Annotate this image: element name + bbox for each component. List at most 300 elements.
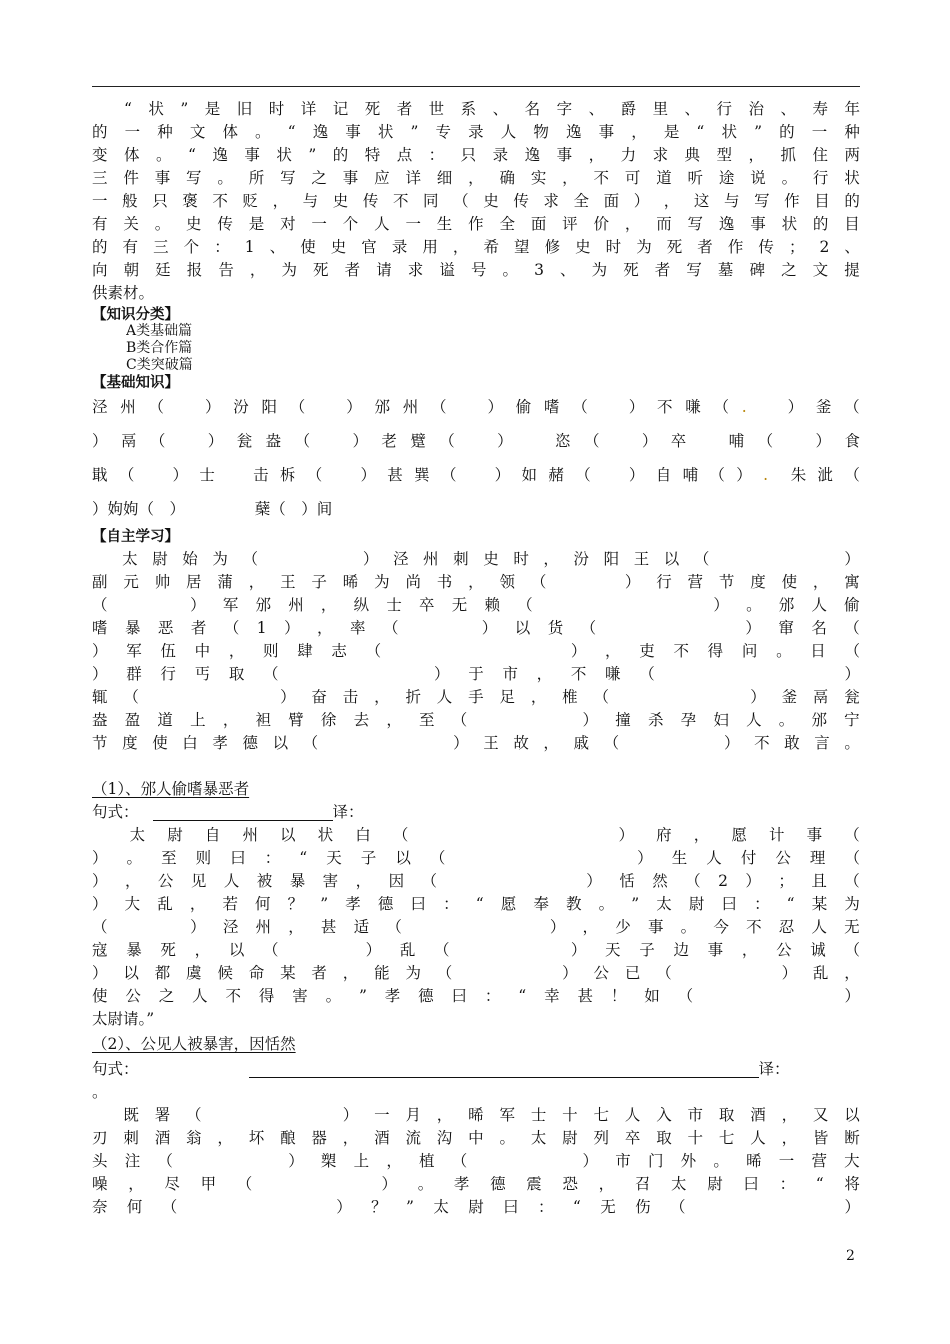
- glyph: 子: [360, 849, 377, 867]
- glyph: 不: [673, 642, 689, 660]
- glyph: 若: [222, 895, 238, 913]
- glyph: 死: [623, 261, 639, 279]
- intro-line: [92, 259, 860, 281]
- glyph: 刺: [123, 1129, 139, 1147]
- intro-line: [92, 236, 860, 258]
- glyph: ）: [352, 432, 368, 450]
- glyph: ，: [249, 261, 266, 279]
- glyph: 体: [123, 146, 140, 164]
- glyph: 事: [342, 169, 359, 187]
- glyph: 人: [624, 1106, 641, 1124]
- glyph: 者: [654, 261, 671, 279]
- glyph: ？: [287, 895, 304, 913]
- glyph: ，: [741, 941, 758, 959]
- glyph: 以: [228, 941, 245, 959]
- glyph: 型: [716, 146, 733, 164]
- glyph: （: [669, 1198, 686, 1216]
- glyph: ：: [754, 895, 770, 913]
- glyph: 某: [811, 895, 828, 913]
- glyph: ）: [844, 665, 860, 683]
- glyph: 2: [819, 238, 830, 256]
- glyph: （: [92, 918, 108, 936]
- glyph: 足: [499, 688, 515, 706]
- glyph: 可: [624, 169, 641, 187]
- glyph: 臂: [288, 711, 304, 729]
- glyph: ）: [624, 573, 641, 591]
- glyph: 泚: [817, 466, 834, 484]
- glyph: 吏: [639, 642, 655, 660]
- glyph: （: [844, 872, 860, 890]
- glyph: 柝: [279, 466, 296, 484]
- glyph: [273, 548, 289, 570]
- glyph: 尉: [468, 1198, 484, 1216]
- text-line: [92, 732, 860, 754]
- glyph: ”: [410, 123, 419, 141]
- glyph: [499, 962, 515, 984]
- glyph: 哺: [728, 432, 745, 450]
- glyph: 少: [615, 918, 631, 936]
- glyph: [583, 594, 599, 616]
- glyph: [581, 824, 597, 846]
- glyph: 大: [124, 895, 141, 913]
- glyph: 行: [716, 100, 733, 118]
- glyph: ）: [481, 619, 498, 637]
- glyph: ，: [317, 619, 333, 637]
- glyph: 朝: [123, 261, 140, 279]
- glyph: ）: [360, 466, 376, 484]
- glyph: ）: [346, 398, 362, 416]
- glyph: 行: [656, 573, 672, 591]
- glyph: 作: [784, 192, 800, 210]
- glyph: 途: [718, 169, 735, 187]
- glyph: ，: [272, 192, 289, 210]
- glyph: [719, 962, 735, 984]
- glyph: 击: [253, 466, 269, 484]
- glyph: 道: [157, 711, 173, 729]
- glyph: （: [186, 1106, 202, 1124]
- glyph: 取: [228, 665, 245, 683]
- glyph: 军: [499, 1106, 515, 1124]
- glyph: （: [431, 398, 447, 416]
- glyph: 件: [123, 169, 139, 187]
- glyph: 州: [255, 918, 272, 936]
- glyph: 个: [342, 215, 359, 233]
- glyph: ，: [194, 941, 211, 959]
- glyph: 作: [727, 238, 744, 256]
- glyph: ）: [284, 619, 300, 637]
- glyph: [324, 430, 340, 452]
- glyph: 对: [280, 215, 296, 233]
- sentence-pattern-blank[interactable]: [249, 1061, 759, 1078]
- glyph: ）: [92, 432, 108, 450]
- glyph: 愿: [731, 826, 747, 844]
- glyph: 皆: [812, 1129, 829, 1147]
- glyph: 大: [844, 1152, 860, 1170]
- glyph: （: [844, 849, 860, 867]
- glyph: [711, 985, 727, 1007]
- glyph: [249, 1104, 265, 1126]
- glyph: （: [421, 872, 438, 890]
- glyph: （: [453, 192, 469, 210]
- glyph: 上: [190, 711, 206, 729]
- glyph: 卒: [419, 596, 435, 614]
- glyph: 不: [225, 987, 242, 1005]
- glyph: 害: [322, 872, 339, 890]
- glyph: 一: [811, 123, 828, 141]
- glyph: 时: [268, 100, 285, 118]
- glyph: 元: [123, 573, 139, 591]
- glyph: 则: [195, 849, 212, 867]
- glyph: [419, 916, 435, 938]
- glyph: ，: [320, 596, 337, 614]
- glyph: ，: [663, 192, 680, 210]
- glyph: [452, 916, 468, 938]
- glyph: 得: [258, 987, 275, 1005]
- glyph: 。: [325, 987, 342, 1005]
- glyph: 孝: [453, 1175, 470, 1193]
- text-line: [92, 571, 860, 593]
- glyph: 应: [374, 169, 390, 187]
- glyph: 盈: [124, 711, 141, 729]
- glyph: 住: [812, 146, 828, 164]
- glyph: 得: [707, 642, 724, 660]
- glyph: 孝: [384, 987, 401, 1005]
- glyph: [537, 939, 553, 961]
- glyph: 生: [671, 849, 688, 867]
- glyph: 肆: [297, 642, 313, 660]
- glyph: 因: [388, 872, 405, 890]
- glyph: 说: [750, 169, 766, 187]
- glyph: 详: [405, 169, 421, 187]
- glyph: 邠: [811, 711, 827, 729]
- glyph: 般: [122, 192, 138, 210]
- text-line: [92, 847, 860, 869]
- glyph: 尚: [405, 573, 421, 591]
- glyph: 生: [436, 215, 453, 233]
- glyph: 今: [713, 918, 729, 936]
- glyph: （: [693, 550, 710, 568]
- glyph: 汾: [573, 550, 590, 568]
- glyph: 人: [706, 849, 722, 867]
- text-line: [92, 640, 860, 662]
- glyph: （: [242, 550, 258, 568]
- glyph: 邠: [255, 596, 272, 614]
- text-line: [92, 1150, 860, 1172]
- glyph: 尉: [562, 1129, 578, 1147]
- glyph: 文: [812, 261, 829, 279]
- glyph: 人: [750, 1129, 766, 1147]
- glyph: 、: [492, 100, 509, 118]
- glyph: 。: [776, 642, 792, 660]
- glyph: [301, 1196, 317, 1218]
- glyph: 写: [754, 192, 770, 210]
- glyph: 孕: [680, 711, 697, 729]
- glyph: （: [434, 941, 450, 959]
- glyph: 事: [244, 146, 260, 164]
- glyph: 世: [428, 100, 445, 118]
- glyph: [499, 847, 515, 869]
- glyph: [615, 594, 631, 616]
- glyph: 太: [656, 895, 672, 913]
- glyph: 求: [543, 192, 559, 210]
- glyph: [179, 430, 195, 452]
- glyph: 体: [222, 123, 238, 141]
- glyph: ，: [386, 711, 402, 729]
- glyph: ）: [172, 466, 189, 484]
- glyph: [562, 571, 578, 593]
- glyph: 望: [514, 238, 530, 256]
- glyph: [226, 464, 242, 486]
- glyph: （: [439, 432, 455, 450]
- glyph: [688, 686, 704, 708]
- glyph: 军: [126, 642, 142, 660]
- glyph: 沟: [436, 1129, 453, 1147]
- glyph: 天: [326, 849, 342, 867]
- glyph: 者: [697, 238, 713, 256]
- glyph: 虞: [186, 964, 202, 982]
- glyph: 阳: [603, 550, 620, 568]
- glyph: 州: [120, 398, 136, 416]
- glyph: 恶: [157, 619, 174, 637]
- glyph: 字: [556, 100, 573, 118]
- glyph: 求: [652, 146, 669, 164]
- text-line: [92, 686, 860, 708]
- glyph: 士: [530, 1106, 547, 1124]
- glyph: 种: [157, 123, 173, 141]
- glyph: （: [161, 1198, 178, 1216]
- glyph: 军: [222, 596, 239, 614]
- glyph: 泾: [92, 398, 108, 416]
- glyph: 领: [499, 573, 515, 591]
- glyph: 嗛: [685, 398, 701, 416]
- glyph: 赖: [484, 596, 500, 614]
- glyph: （: [263, 665, 279, 683]
- glyph: 始: [182, 550, 198, 568]
- glyph: 曰: [503, 1198, 519, 1216]
- glyph: 噪: [92, 1175, 108, 1193]
- glyph: 一: [405, 215, 421, 233]
- glyph: [550, 594, 566, 616]
- glyph: 头: [92, 1152, 108, 1170]
- glyph: 状: [148, 100, 164, 118]
- basic-line: [92, 430, 860, 452]
- glyph: （: [382, 619, 399, 637]
- glyph: ，: [217, 1129, 233, 1147]
- glyph: ：: [214, 238, 230, 256]
- glyph: 伤: [635, 1198, 651, 1216]
- glyph: 宁: [844, 711, 860, 729]
- glyph: （: [289, 398, 306, 416]
- glyph: ）: [92, 895, 108, 913]
- glyph: （: [575, 466, 591, 484]
- glyph: （: [583, 432, 600, 450]
- glyph: 同: [423, 192, 439, 210]
- glyph: [331, 939, 347, 961]
- glyph: 人: [746, 711, 762, 729]
- glyph: [400, 640, 416, 662]
- glyph: ，: [693, 826, 710, 844]
- glyph: [487, 870, 503, 892]
- glyph: 以: [280, 826, 296, 844]
- glyph: 折: [405, 688, 421, 706]
- glyph: [468, 824, 484, 846]
- glyph: 言: [814, 734, 830, 752]
- sentence-pattern-blank[interactable]: [153, 804, 333, 821]
- glyph: 鬲: [120, 432, 137, 450]
- glyph: 使: [300, 238, 316, 256]
- glyph: 某: [280, 964, 296, 982]
- glyph: 白: [182, 734, 198, 752]
- glyph: 写: [186, 169, 202, 187]
- glyph: 道: [656, 169, 672, 187]
- glyph: 官: [361, 238, 377, 256]
- glyph: 为: [374, 573, 390, 591]
- glyph: ）: [92, 872, 108, 890]
- glyph: 杀: [647, 711, 664, 729]
- glyph: 为: [281, 261, 297, 279]
- glyph: 人: [374, 215, 390, 233]
- glyph: [700, 430, 716, 452]
- glyph: 府: [656, 826, 672, 844]
- glyph: 、: [684, 100, 701, 118]
- glyph: ）: [207, 432, 224, 450]
- glyph: [502, 640, 518, 662]
- glyph: 。: [680, 918, 697, 936]
- glyph: 价: [593, 215, 610, 233]
- glyph: ）: [815, 432, 831, 450]
- text-line: 太尉请。”: [92, 1010, 155, 1028]
- glyph: 州: [402, 398, 419, 416]
- glyph: 州: [242, 826, 258, 844]
- glyph: ）: [190, 918, 206, 936]
- question-1-label: （1）、邠人偷嗜暴恶者: [92, 780, 250, 798]
- glyph: 去: [353, 711, 370, 729]
- text-line: [92, 870, 860, 892]
- glyph: [759, 396, 775, 418]
- glyph: 王: [633, 550, 650, 568]
- glyph: 这: [693, 192, 710, 210]
- glyph: 以: [395, 849, 411, 867]
- glyph: 。: [598, 895, 615, 913]
- header-rule: [92, 86, 860, 87]
- glyph: （: [844, 642, 860, 660]
- glyph: ，: [536, 665, 553, 683]
- glyph: 记: [332, 100, 349, 118]
- glyph: 文: [189, 123, 206, 141]
- glyph: [434, 640, 450, 662]
- glyph: 者: [396, 100, 413, 118]
- glyph: （: [263, 941, 279, 959]
- glyph: ，: [562, 169, 578, 187]
- glyph: ；: [778, 872, 794, 890]
- glyph: （: [580, 619, 597, 637]
- glyph: 寓: [844, 573, 860, 591]
- glyph: 为: [636, 238, 652, 256]
- glyph: 盎: [265, 432, 282, 450]
- glyph: ，: [605, 642, 621, 660]
- text-line: [92, 939, 860, 961]
- glyph: [366, 663, 382, 685]
- glyph: （: [436, 964, 453, 982]
- glyph: [197, 1196, 213, 1218]
- glyph: 年: [844, 100, 860, 118]
- glyph: 节: [92, 734, 108, 752]
- glyph: 一: [311, 215, 327, 233]
- glyph: ）: [365, 941, 382, 959]
- glyph: ）: [92, 665, 108, 683]
- glyph: 刃: [92, 1129, 108, 1147]
- glyph: ，: [468, 573, 484, 591]
- glyph: （: [92, 596, 108, 614]
- glyph: 。: [217, 169, 233, 187]
- glyph: [484, 709, 500, 731]
- glyph: （: [677, 987, 694, 1005]
- glyph: [603, 847, 619, 869]
- glyph: 邠: [778, 596, 795, 614]
- glyph: 之: [311, 169, 327, 187]
- glyph: 泾: [392, 550, 409, 568]
- question-2-label: （2）、公见人被暴害，因恬然: [92, 1035, 296, 1053]
- glyph: 详: [300, 100, 317, 118]
- glyph: 太: [530, 1129, 547, 1147]
- glyph: 公: [776, 941, 792, 959]
- glyph: ：: [484, 987, 501, 1005]
- glyph: ）: [205, 398, 221, 416]
- glyph: 太: [129, 826, 146, 844]
- glyph: 事: [750, 215, 766, 233]
- glyph: （: [451, 711, 468, 729]
- glyph: （: [713, 398, 730, 416]
- glyph: ，: [436, 1106, 453, 1124]
- glyph: [506, 824, 522, 846]
- glyph: 泾: [222, 918, 239, 936]
- glyph: 特: [364, 146, 381, 164]
- glyph: [92, 824, 108, 846]
- glyph: [537, 640, 553, 662]
- text-line: [92, 916, 860, 938]
- glyph: 是: [663, 123, 680, 141]
- glyph: 事: [556, 146, 573, 164]
- glyph: 辄: [92, 688, 108, 706]
- glyph: 提: [844, 261, 860, 279]
- glyph: 号: [470, 261, 487, 279]
- category-b: B类合作篇: [126, 340, 193, 356]
- glyph: 关: [123, 215, 139, 233]
- glyph: 戢: [92, 466, 108, 484]
- glyph: 植: [419, 1152, 435, 1170]
- glyph: ：: [428, 146, 445, 164]
- glyph: ，: [355, 872, 372, 890]
- glyph: 死: [666, 238, 683, 256]
- glyph: [742, 663, 758, 685]
- glyph: 孝: [212, 734, 228, 752]
- glyph: ）: [618, 826, 635, 844]
- glyph: ）: [637, 849, 653, 867]
- glyph: ，: [530, 688, 547, 706]
- glyph: 州: [288, 596, 304, 614]
- glyph: 召: [634, 1175, 651, 1193]
- glyph: 事: [598, 123, 615, 141]
- glyph: “: [786, 895, 795, 913]
- glyph: 刺: [453, 550, 469, 568]
- glyph: ”: [631, 895, 640, 913]
- glyph: （: [844, 466, 860, 484]
- glyph: 的: [92, 238, 108, 256]
- glyph: 。: [844, 734, 860, 752]
- glyph: 志: [331, 642, 347, 660]
- glyph: 。: [417, 1175, 434, 1193]
- glyph: 。: [255, 123, 271, 141]
